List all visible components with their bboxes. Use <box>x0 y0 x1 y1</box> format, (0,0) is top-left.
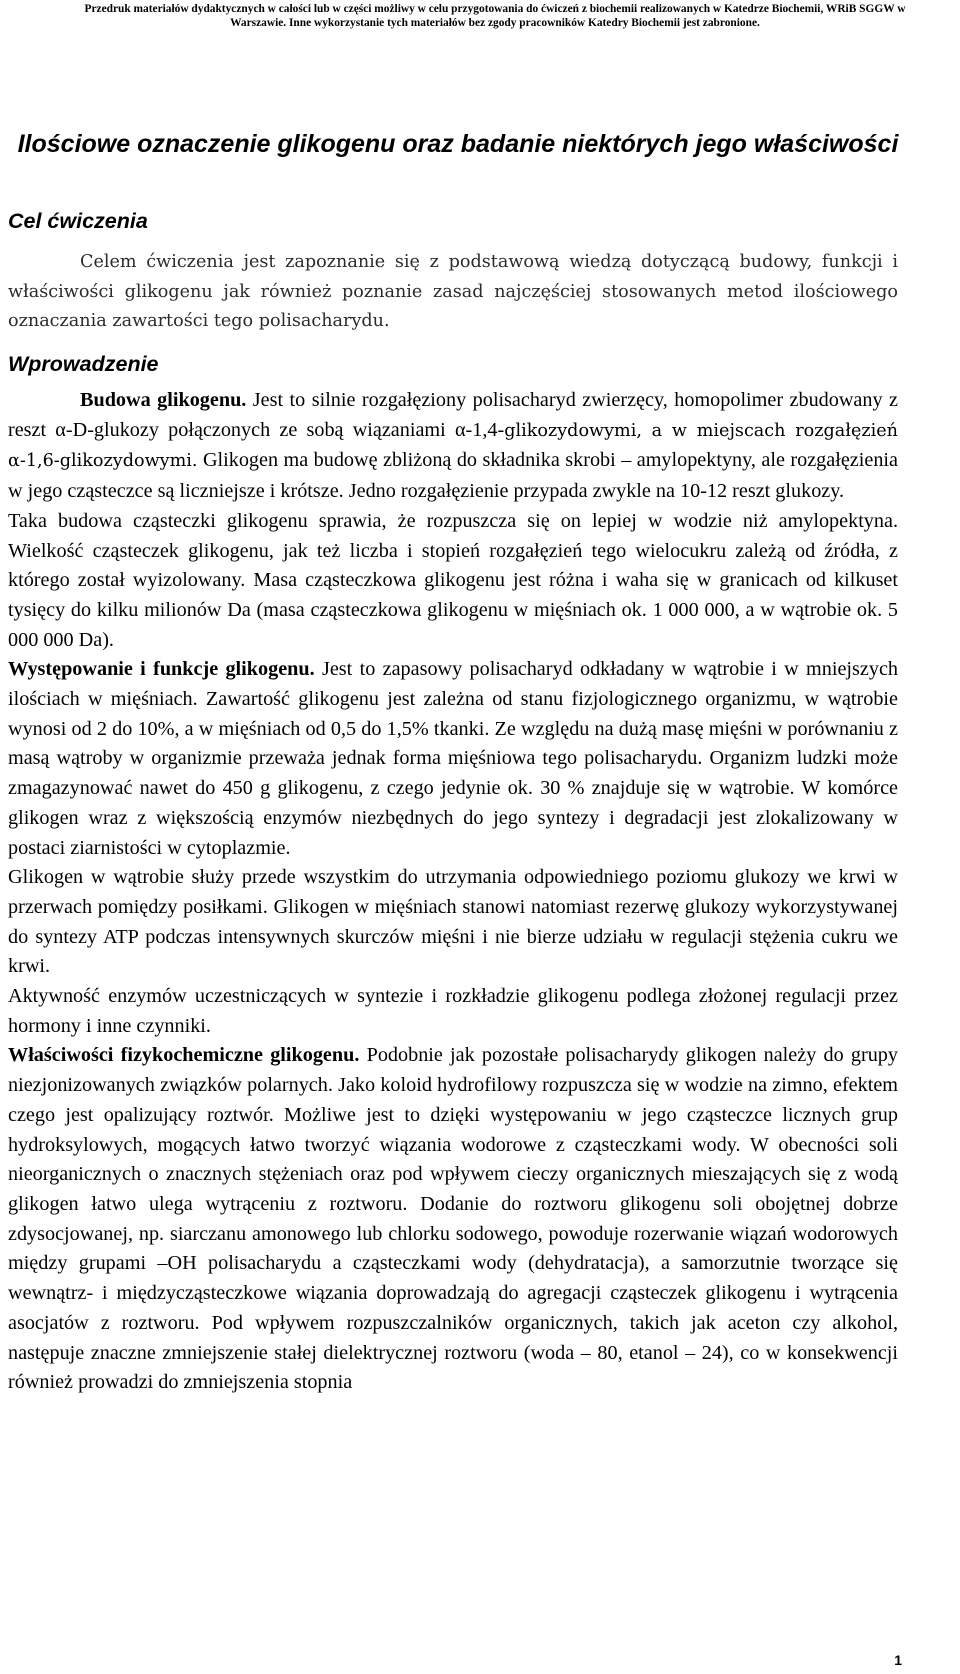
text-occurrence: Jest to zapasowy polisacharyd odkładany w wątrobie i w mniejszych ilościach w mięśniach. Zawartość glikogenu jest zależna od stanu fizjologicznego organizmu, w wątrobie wynosi od 2 do 10%, a w mięśniach od 0,5 do 1,5% tkanki. Ze względu na dużą masę mięśni w porównaniu z masą wątroby w organizmie przeważa jednak forma mięśniowa tego polisacharydu. Organizm ludzki może zmagazynować nawet do 450 g glikogenu, z czego jedynie ok. 30 % znajduje się w wątrobie. W komórce glikogen wraz z większością enzymów niezbędnych do jego syntezy i degradacji jest zlokalizowany w postaci ziarnistości w cytoplazmie. <box>8 658 898 859</box>
text-structure-b: glikozydowymi, a w miejscach rozgałęzień α-1,6-glikozydowymi. <box>8 420 898 472</box>
text-structure-c: Glikogen ma budowę zbliżoną do składnika skrobi – amylopektyny, ale rozgałęzienia w jego cząsteczce są liczniejsze i krótsze. Jedno rozgałęzienie przypada zwykle na 10-12 reszt glukozy. <box>8 449 898 503</box>
heading-introduction: Wprowadzenie <box>8 352 159 376</box>
copyright-note: Przedruk materiałów dydaktycznych w całości lub w części możliwy w celu przygotowania do ćwiczeń z biochemii realizowanych w Katedrze Biochemii, WRiB SGGW w Warszawie. Inne wykorzystanie tych materiałów bez zgody pracowników Katedry Biochemii jest zabronione. <box>84 3 906 29</box>
page-title: Ilościowe oznaczenie glikogenu oraz badanie niektórych jego właściwości <box>17 130 899 158</box>
text-structure-a: Jest to silnie rozgałęziony polisacharyd zwierzęcy, homopolimer zbudowany z reszt α-D-glukozy połączonych ze sobą wiązaniami α-1,4- <box>8 389 898 441</box>
page-number: 1 <box>894 1652 902 1668</box>
paragraph-properties <box>8 1041 898 1397</box>
goal-paragraph: Celem ćwiczenia jest zapoznanie się z podstawową wiedzą dotyczącą budowy, funkcji i właściwości glikogenu jak również poznanie zasad najczęściej stosowanych metod ilościowego oznaczania zawartości tego polisacharydu. <box>8 252 898 332</box>
paragraph-structure <box>8 386 898 507</box>
label-properties: Właściwości fizykochemiczne glikogenu. <box>8 1044 360 1067</box>
text-properties: Podobnie jak pozostałe polisacharydy glikogen należy do grupy niezjonizowanych związków polarnych. Jako koloid hydrofilowy rozpuszcza się w wodzie na zimno, efektem czego jest opalizujący roztwór. Możliwe jest to dzięki występowaniu w jego cząsteczce licznych grup hydroksylowych, mogących łatwo tworzyć wiązania wodorowe z cząsteczkami wody. W obecności soli nieorganicznych o znacznych stężeniach oraz pod wpływem cieczy organicznych mieszających się z wodą glikogen łatwo ulega wytrąceniu z roztworu. Dodanie do roztworu glikogenu soli obojętnej dobrze zdysocjowanej, np. siarczanu amonowego lub chlorku sodowego, powoduje rozerwanie wiązań wodorowych między grupami –OH polisacharydu a cząsteczkami wody (dehydratacja), a samorzutnie tworzące się wewnątrz- i międzycząsteczkowe wiązania doprowadzają do agregacji cząsteczek glikogenu i wytrącenia asocjatów z roztworu. Pod wpływem rozpuszczalników organicznych, takich jak aceton czy alkohol, następuje znaczne zmniejszenie stałej dielektrycznej roztworu (woda – 80, etanol – 24), co w konsekwencji również prowadzi do zmniejszenia stopnia <box>8 1044 898 1394</box>
label-occurrence: Występowanie i funkcje glikogenu. <box>8 658 315 681</box>
paragraph-occurrence <box>8 655 898 863</box>
paragraph-function: Glikogen w wątrobie służy przede wszystkim do utrzymania odpowiedniego poziomu glukozy we krwi w przerwach pomiędzy posiłkami. Glikogen w mięśniach stanowi natomiast rezerwę glukozy wykorzystywanej do syntezy ATP podczas intensywnych skurczów mięśni i nie bierze udziału w regulacji stężenia cukru we krwi. <box>8 866 898 978</box>
paragraph-regulation: Aktywność enzymów uczestniczących w syntezie i rozkładzie glikogenu podlega złożonej regulacji przez hormony i inne czynniki. <box>8 985 898 1037</box>
heading-goal: Cel ćwiczenia <box>8 209 148 233</box>
label-structure: Budowa glikogenu. <box>80 389 247 411</box>
introduction-body <box>8 386 898 1398</box>
paragraph-solubility: Taka budowa cząsteczki glikogenu sprawia, że rozpuszcza się on lepiej w wodzie niż amylopektyna. Wielkość cząsteczek glikogenu, jak też liczba i stopień rozgałęzień tego wielocukru zależą od źródła, z którego został wyizolowany. Masa cząsteczkowa glikogenu jest różna i waha się w granicach od kilkuset tysięcy do kilku milionów Da (masa cząsteczkowa glikogenu w mięśniach ok. 1 000 000, a w wątrobie ok. 5 000 000 Da). <box>8 509 898 651</box>
